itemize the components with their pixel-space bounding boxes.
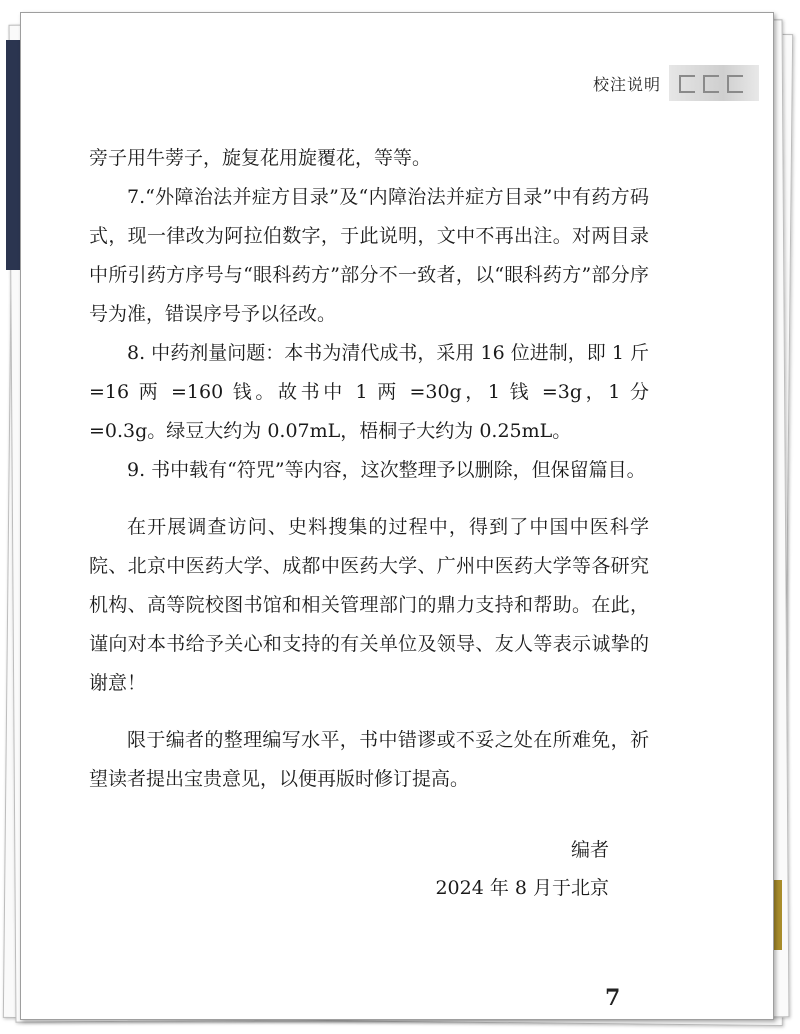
paragraph: 在开展调查访问、史料搜集的过程中，得到了中国中医科学院、北京中医药大学、成都中医药大学、广州中医药大学等各研究机构、高等院校图书馆和相关管理部门的鼎力支持和帮助。在此，谨向对本书给予关心和支持的有关单位及领导、友人等表示诚挚的谢意！ (89, 516, 649, 694)
signature-editor: 编者 (570, 839, 609, 861)
body-text (89, 139, 649, 799)
section-title: 校注说明 (592, 74, 661, 94)
fret-ornament-icon (669, 65, 759, 101)
paragraph: 限于编者的整理编写水平，书中错谬或不妥之处在所难免，祈望读者提出宝贵意见，以便再版时修订提高。 (89, 729, 649, 790)
signature-date: 2024 年 8 月于北京 (435, 877, 609, 899)
paragraph: 9. 书中载有“符咒”等内容，这次整理予以删除，但保留篇目。 (127, 459, 646, 481)
page-number: 7 (605, 985, 621, 1011)
document-page (20, 12, 774, 1020)
paragraph: 旁子用牛蒡子，旋复花用旋覆花，等等。 (89, 147, 432, 169)
paragraph: 8. 中药剂量问题：本书为清代成书，采用 16 位进制，即 1 斤 =16 两 =160 钱。故书中 1 两 =30g，1 钱 =3g，1 分 =0.3g。绿豆大约为 0.07mL，梧桐子大约为 0.25mL。 (89, 342, 649, 442)
paragraph: 7.“外障治法并症方目录”及“内障治法并症方目录”中有药方码式，现一律改为阿拉伯数字，于此说明，文中不再出注。对两目录中所引药方序号与“眼科药方”部分不一致者，以“眼科药方”部分序号为准，错误序号予以径改。 (89, 186, 649, 325)
book-cover-edge (6, 40, 20, 270)
running-header (593, 63, 759, 103)
